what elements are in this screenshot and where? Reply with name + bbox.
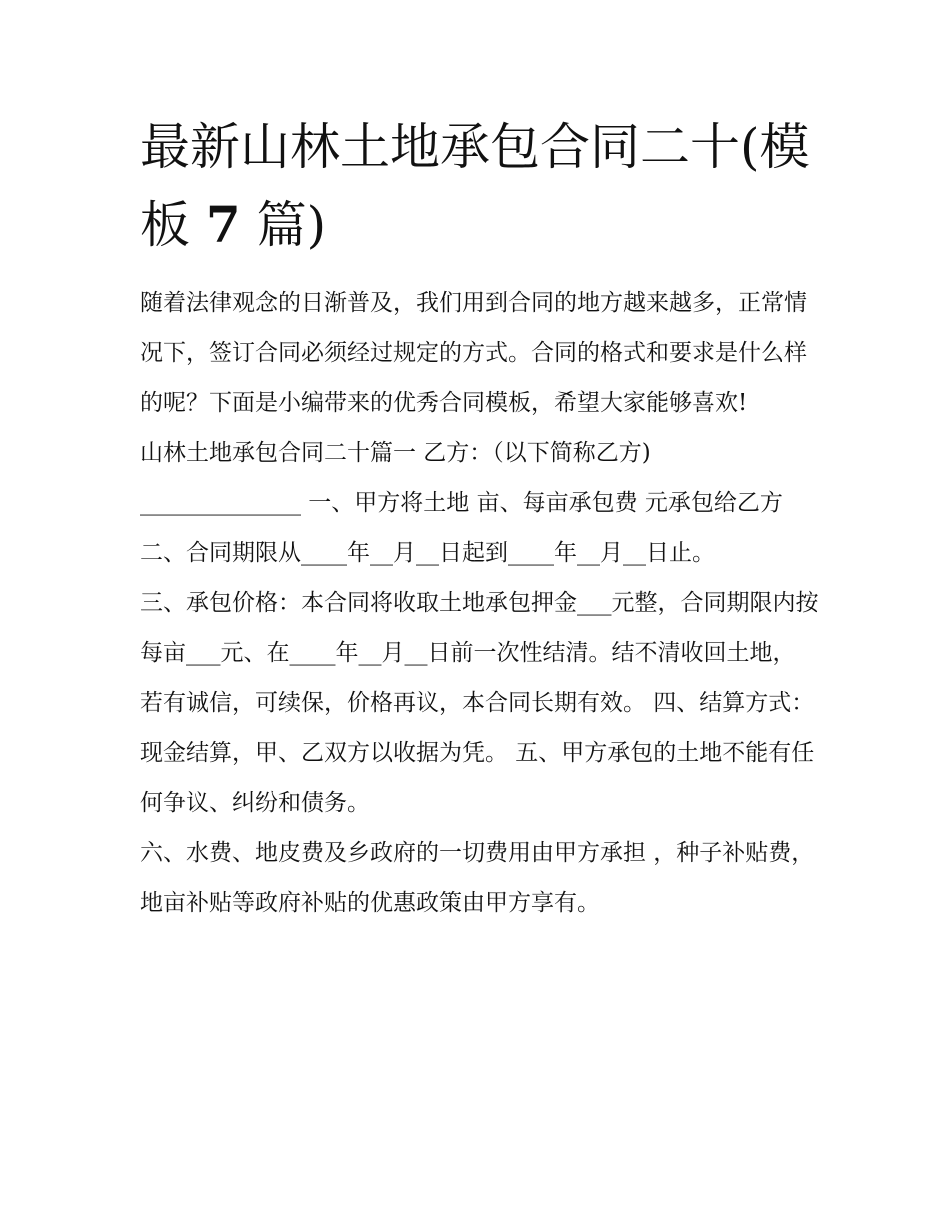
intro-paragraph: 随着法律观念的日渐普及，我们用到合同的地方越来越多，正常情况下，签订合同必须经过规定的方式。合同的格式和要求是什么样的呢？下面是小编带来的优秀合同模板，希望大家能够喜欢! — [140, 290, 807, 416]
title-line-2-number: 7 — [205, 195, 241, 254]
clause-two-paragraph: 二、合同期限从____年__月__日起到____年__月__日止。 — [140, 540, 715, 566]
title-line-1: 最新山林土地承包合同二十(模 — [140, 118, 810, 176]
document-title — [140, 108, 820, 264]
clause-six-paragraph: 六、水费、地皮费及乡政府的一切费用由甲方承担 ，种子补贴费，地亩补贴等政府补贴的优惠政策由甲方享有。 — [140, 840, 815, 916]
title-line-2-suffix: 篇) — [256, 196, 327, 254]
contract-heading-paragraph: 山林土地承包合同二十篇一 乙方：（以下简称乙方) — [140, 440, 651, 466]
document-page — [140, 108, 820, 928]
clause-three-paragraph: 三、承包价格：本合同将收取土地承包押金___元整，合同期限内按每亩___元、在____年__月__日前一次性结清。结不清收回土地， — [140, 590, 819, 666]
clause-one-paragraph: ______________ 一、甲方将土地 亩、每亩承包费 元承包给乙方 — [140, 490, 783, 516]
clause-four-five-paragraph: 若有诚信，可续保，价格再议，本合同长期有效。 四、结算方式：现金结算，甲、乙双方以收据为凭。 五、甲方承包的土地不能有任何争议、纠纷和债务。 — [140, 690, 815, 816]
title-line-2-prefix: 板 — [140, 196, 190, 254]
